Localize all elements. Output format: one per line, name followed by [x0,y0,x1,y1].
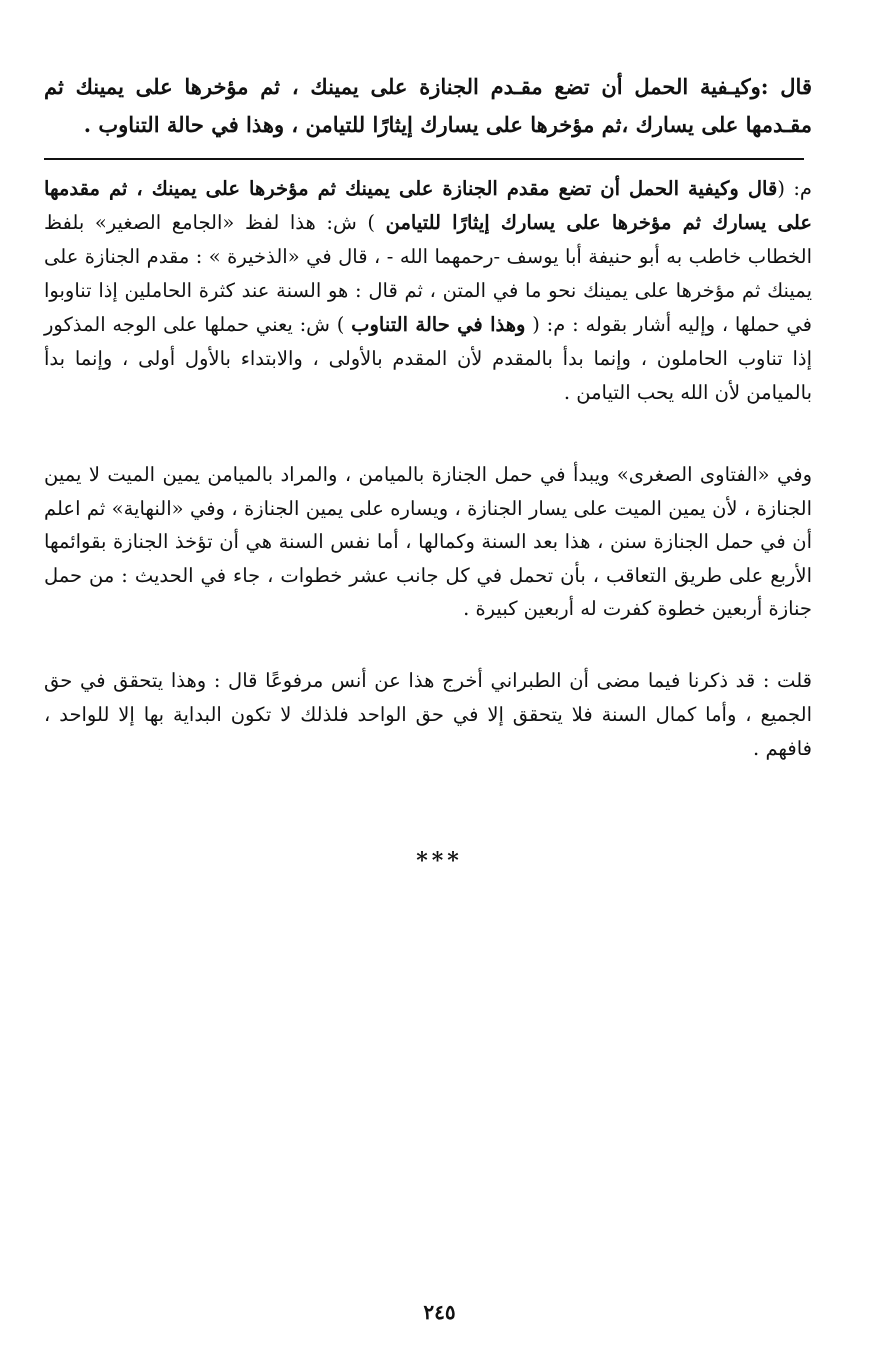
sharh-explanation-rest: ) ش: يعني حملها على الوجه المذكور إذا تناوب الحاملون ، وإنما بدأ بالمقدم لأن المقدم بالأولى ، والابتداء بالأول أولى ، وإنما بدأ بالميامن لأن الله يحب التيامن . [44,313,812,404]
sharh-quoted-matn: قال وكيفية الحمل أن تضع مقدم الجنازة على يمينك ثم مؤخرها على يمينك ، ثم مقدمها على يسارك ثم مؤخرها على يسارك إيثارًا للتيامن [44,177,812,234]
section-separator-asterisks: *** [416,848,463,874]
sharh-paragraph [44,172,812,410]
page-number: ٢٤٥ [423,1300,456,1324]
matn-text: قال :وكيـفية الحمل أن تضع مقـدم الجنازة على يمينك ، ثم مؤخرها على يمينك ثم مقـدمها على يسارك ،ثم مؤخرها على يسارك إيثارًا للتيامن ، وهذا في حالة التناوب . [44,74,812,137]
sharh-label-m: م: ( [777,177,813,200]
fatawa-paragraph: وفي «الفتاوى الصغرى» ويبدأ في حمل الجنازة بالميامن ، والمراد بالميامن يمين الميت لا يمين الجنازة ، لأن يمين الميت على يسار الجنازة ، ويساره على يمين الجنازة ، وفي «النهاية» ثم اعلم أن في حمل الجنازة سنن ، هذا بعد السنة وكمالها ، أما نفس السنة هي أن تؤخذ الجنازة بقوائمها الأربع على طريق التعاقب ، بأن تحمل في كل جانب عشر خطوات ، جاء في الحديث : من حمل جنازة أربعين خطوة كفرت له أربعين كبيرة . [44,463,812,620]
sharh-explanation: ) ش: هذا لفظ «الجامع الصغير» بلفظ الخطاب خاطب به أبو حنيفة أبا يوسف -رحمهما الله - ، قال في «الذخيرة » : مقدم الجنازة على يمينك ثم مؤخرها على يمينك نحو ما في المتن ، ثم قال : هو السنة عند كثرة الحاملين إذا تناوبوا في حملها ، وإليه أشار بقوله : م: ( [44,211,812,336]
matn-divider-line [44,158,804,160]
qultu-paragraph: قلت : قد ذكرنا فيما مضى أن الطبراني أخرج هذا عن أنس مرفوعًا قال : وهذا يتحقق في حق الجميع ، وأما كمال السنة فلا يتحقق إلا في حق الواحد فلذلك لا تكون البداية بها إلا للواحد ، فافهم . [44,669,812,760]
sharh-quoted-matn-2: وهذا في حالة التناوب [351,313,526,336]
